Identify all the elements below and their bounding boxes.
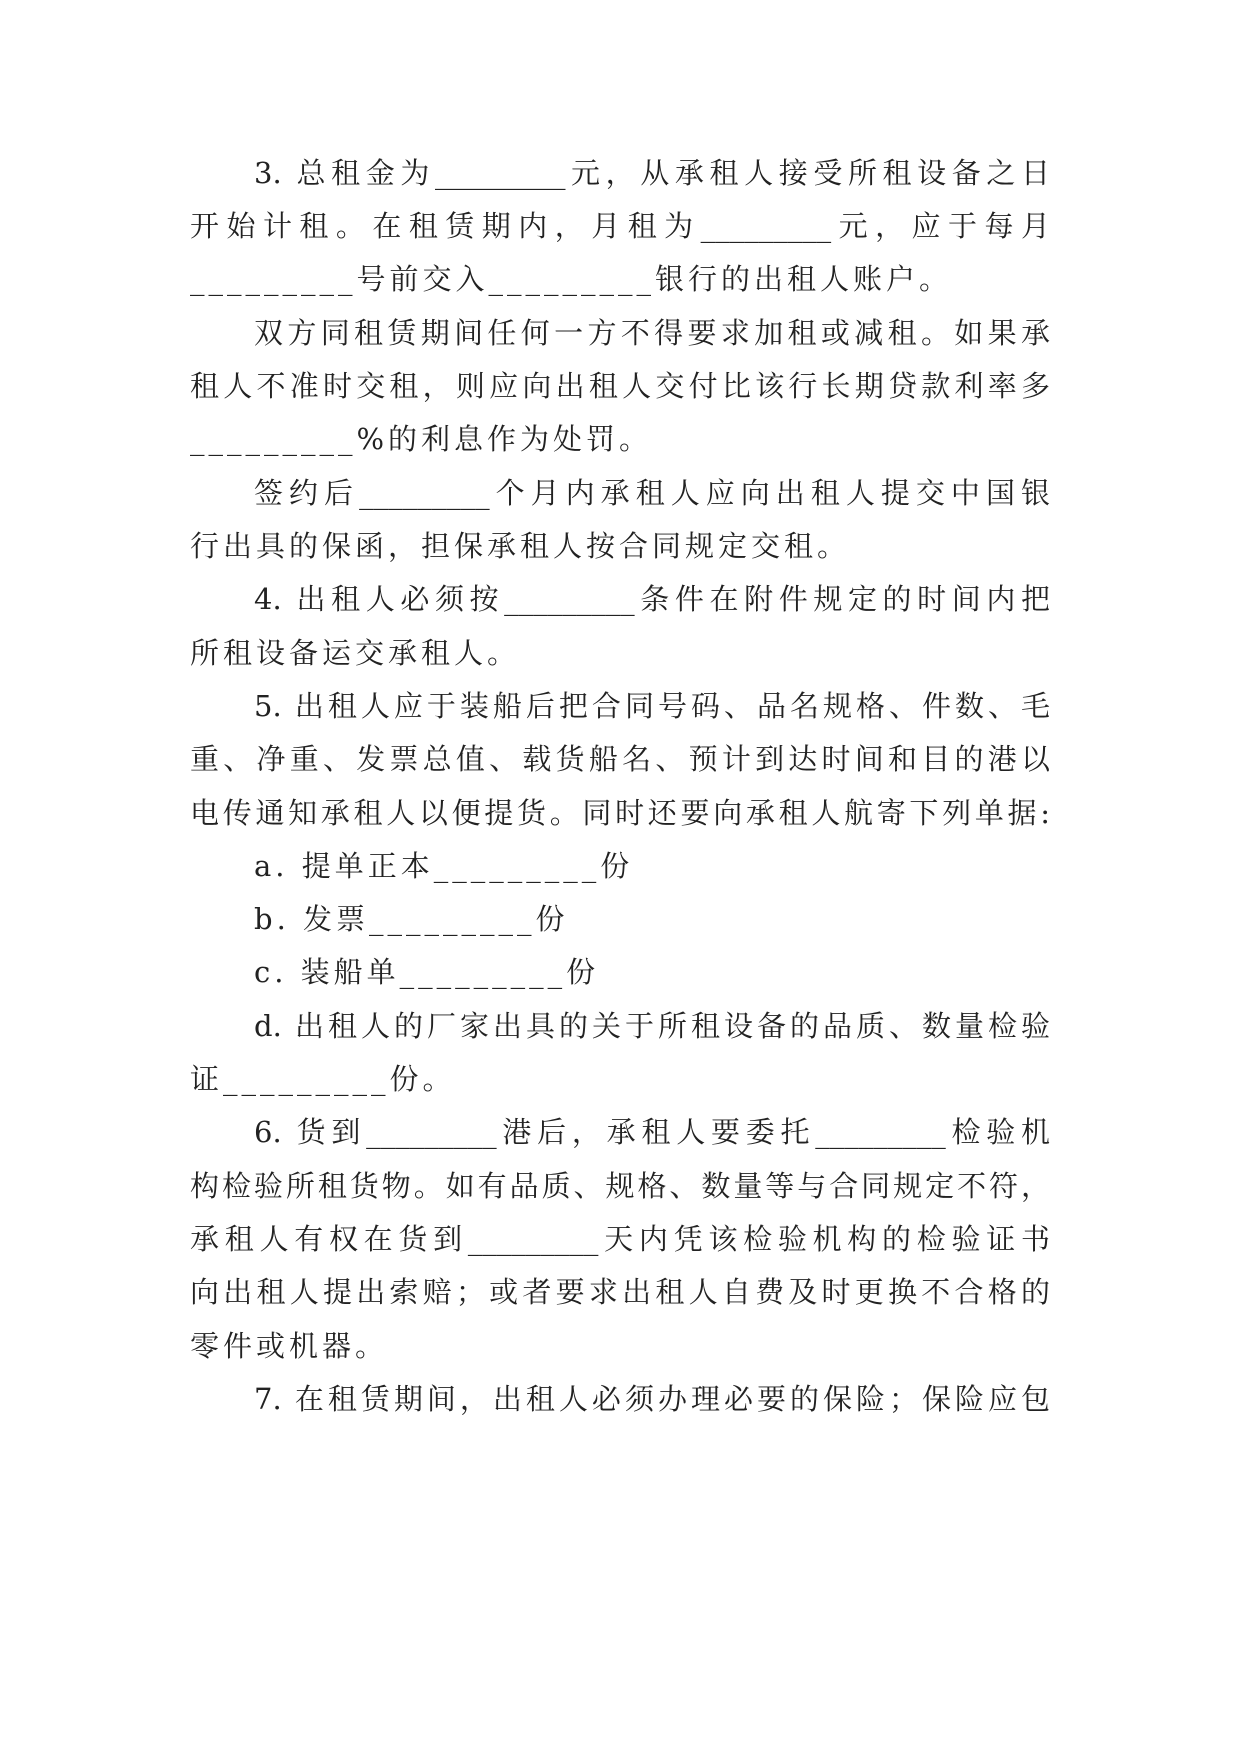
text-line: 构检验所租货物。如有品质、规格、数量等与合同规定不符， — [190, 1169, 1050, 1203]
text-line: a. 提单正本_________份 — [254, 849, 634, 883]
text-line: 双方同租赁期间任何一方不得要求加租或减租。如果承 — [254, 316, 1050, 350]
text-line: 承租人有权在货到_________天内凭该检验机构的检验证书 — [190, 1222, 1050, 1256]
text-line: 5. 出租人应于装船后把合同号码、品名规格、件数、毛 — [254, 689, 1050, 723]
text-line: 零件或机器。 — [190, 1329, 389, 1363]
text-line: 3. 总租金为_________元，从承租人接受所租设备之日 — [254, 156, 1050, 190]
text-line: 所租设备运交承租人。 — [190, 636, 521, 670]
text-line: _________%的利息作为处罚。 — [190, 422, 653, 456]
text-line: 重、净重、发票总值、载货船名、预计到达时间和目的港以 — [190, 742, 1050, 776]
text-line: 开始计租。在租赁期内，月租为_________元，应于每月 — [190, 209, 1050, 243]
text-line: 证_________份。 — [190, 1062, 456, 1096]
text-line: 向出租人提出索赔；或者要求出租人自费及时更换不合格的 — [190, 1275, 1050, 1309]
text-line: _________号前交入_________银行的出租人账户。 — [190, 262, 953, 296]
text-line: 行出具的保函，担保承租人按合同规定交租。 — [190, 529, 851, 563]
text-line: 7. 在租赁期间，出租人必须办理必要的保险；保险应包 — [254, 1382, 1050, 1416]
text-line: d. 出租人的厂家出具的关于所租设备的品质、数量检验 — [254, 1009, 1050, 1043]
text-line: 电传通知承租人以便提货。同时还要向承租人航寄下列单据: — [190, 796, 1050, 830]
text-line: 6. 货到_________港后，承租人要委托_________检验机 — [254, 1115, 1050, 1149]
text-line: 4. 出租人必须按_________条件在附件规定的时间内把 — [254, 582, 1050, 616]
text-line: 签约后_________个月内承租人应向出租人提交中国银 — [254, 476, 1050, 510]
text-line: b. 发票_________份 — [254, 902, 569, 936]
text-line: c. 装船单_________份 — [254, 955, 600, 989]
text-line: 租人不准时交租，则应向出租人交付比该行长期贷款利率多 — [190, 369, 1050, 403]
